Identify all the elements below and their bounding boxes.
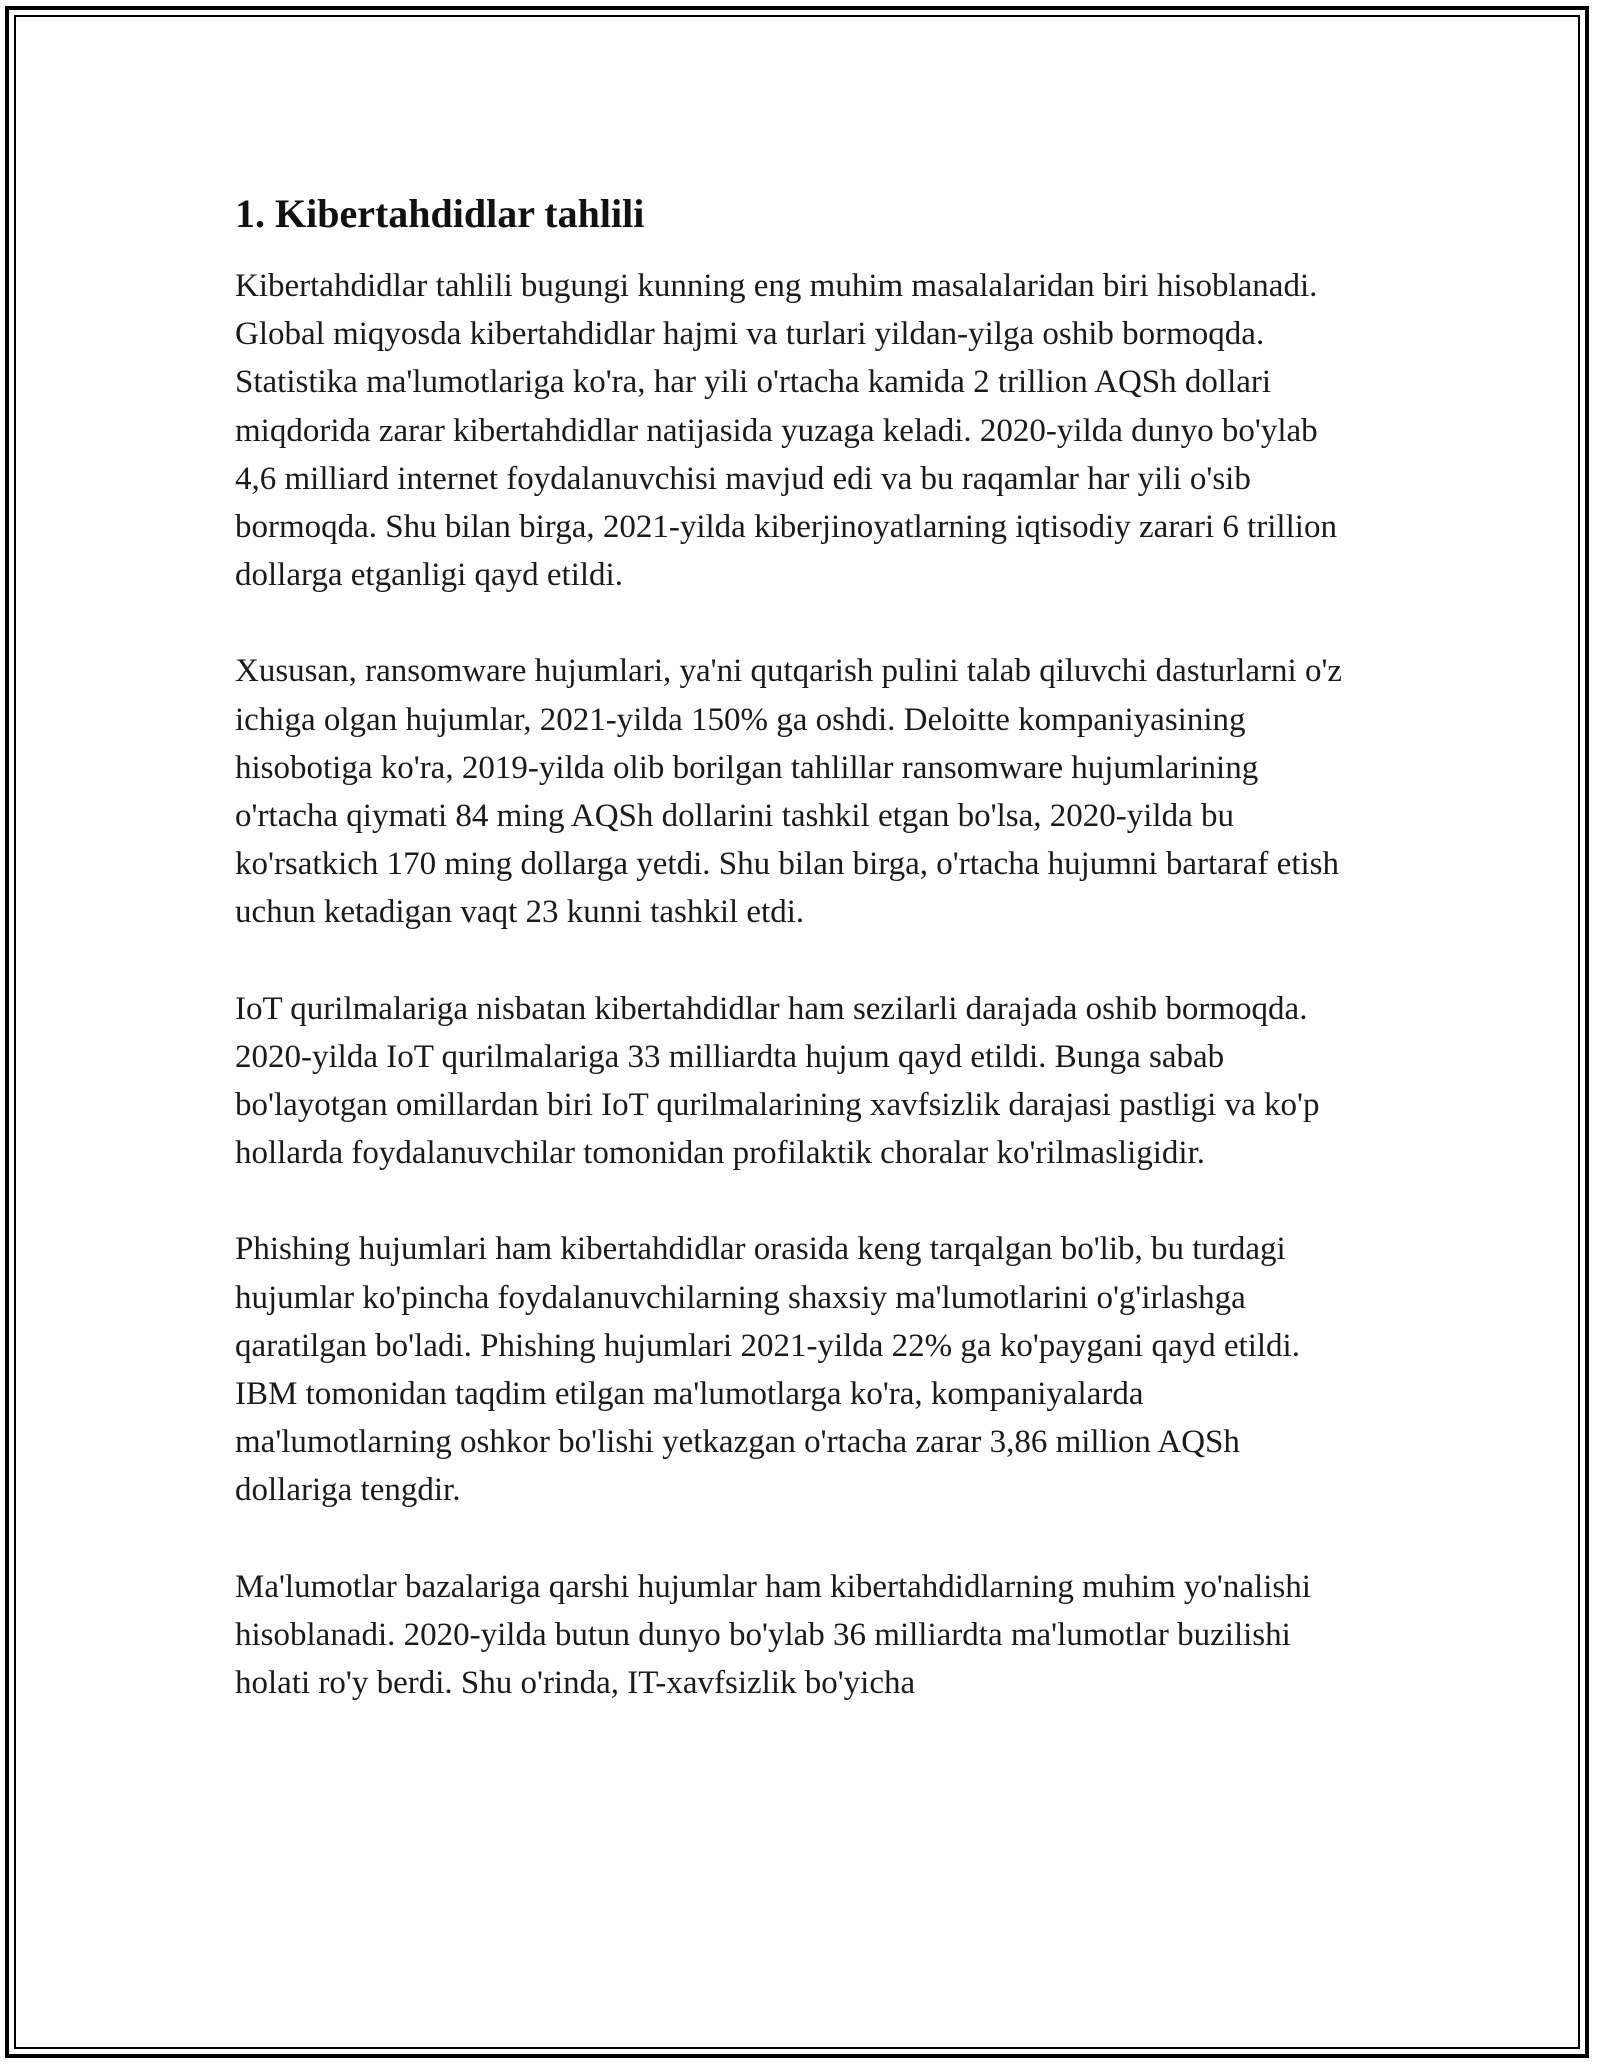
paragraph-4: Phishing hujumlari ham kibertahdidlar orasida keng tarqalgan bo'lib, bu turdagi hujumlar ko'pincha foydalanuvchilarning shaxsiy ma'lumotlarini o'g'irlashga qaratilgan bo'ladi. Phishing hujumlari 2021-yilda 22% ga ko'paygani qayd etildi. IBM tomonidan taqdim etilgan ma'lumotlarga ko'ra, kompaniyalarda ma'lumotlarning oshkor bo'lishi yetkazgan o'rtacha zarar 3,86 million AQSh dollariga tengdir. xyxy=(235,1231,1300,1509)
section-heading: 1. Kibertahdidlar tahlili xyxy=(235,191,645,236)
paragraph-2: Xususan, ransomware hujumlari, ya'ni qutqarish pulini talab qiluvchi dasturlarni o'z ichiga olgan hujumlar, 2021-yilda 150% ga oshdi. Deloitte kompaniyasining hisobotiga ko'ra, 2019-yilda olib borilgan tahlillar ransomware hujumlarining o'rtacha qiymati 84 ming AQSh dollarini tashkil etgan bo'lsa, 2020-yilda bu ko'rsatkich 170 ming dollarga yetdi. Shu bilan birga, o'rtacha hujumni bartaraf etish uchun ketadigan vaqt 23 kunni tashkil etdi. xyxy=(235,653,1343,931)
paragraph-5: Ma'lumotlar bazalariga qarshi hujumlar ham kibertahdidlarning muhim yo'nalishi hisoblanadi. 2020-yilda butun dunyo bo'ylab 36 milliardta ma'lumotlar buzilishi holati ro'y berdi. Shu o'rinda, IT-xavfsizlik bo'yicha xyxy=(235,1568,1311,1702)
document-body xyxy=(235,188,1365,1755)
paragraph-1: Kibertahdidlar tahlili bugungi kunning eng muhim masalalaridan biri hisoblanadi. Global miqyosda kibertahdidlar hajmi va turlari yildan-yilga oshib bormoqda. Statistika ma'lumotlariga ko'ra, har yili o'rtacha kamida 2 trillion AQSh dollari miqdorida zarar kibertahdidlar natijasida yuzaga keladi. 2020-yilda dunyo bo'ylab 4,6 milliard internet foydalanuvchisi mavjud edi va bu raqamlar har yili o'sib bormoqda. Shu bilan birga, 2021-yilda kiberjinoyatlarning iqtisodiy zarari 6 trillion dollarga etganligi qayd etildi. xyxy=(235,268,1337,594)
paragraph-3: IoT qurilmalariga nisbatan kibertahdidlar ham sezilarli darajada oshib bormoqda. 2020-yilda IoT qurilmalariga 33 milliardta hujum qayd etildi. Bunga sabab bo'layotgan omillardan biri IoT qurilmalarining xavfsizlik darajasi pastligi va ko'p hollarda foydalanuvchilar tomonidan profilaktik choralar ko'rilmasligidir. xyxy=(235,990,1320,1172)
